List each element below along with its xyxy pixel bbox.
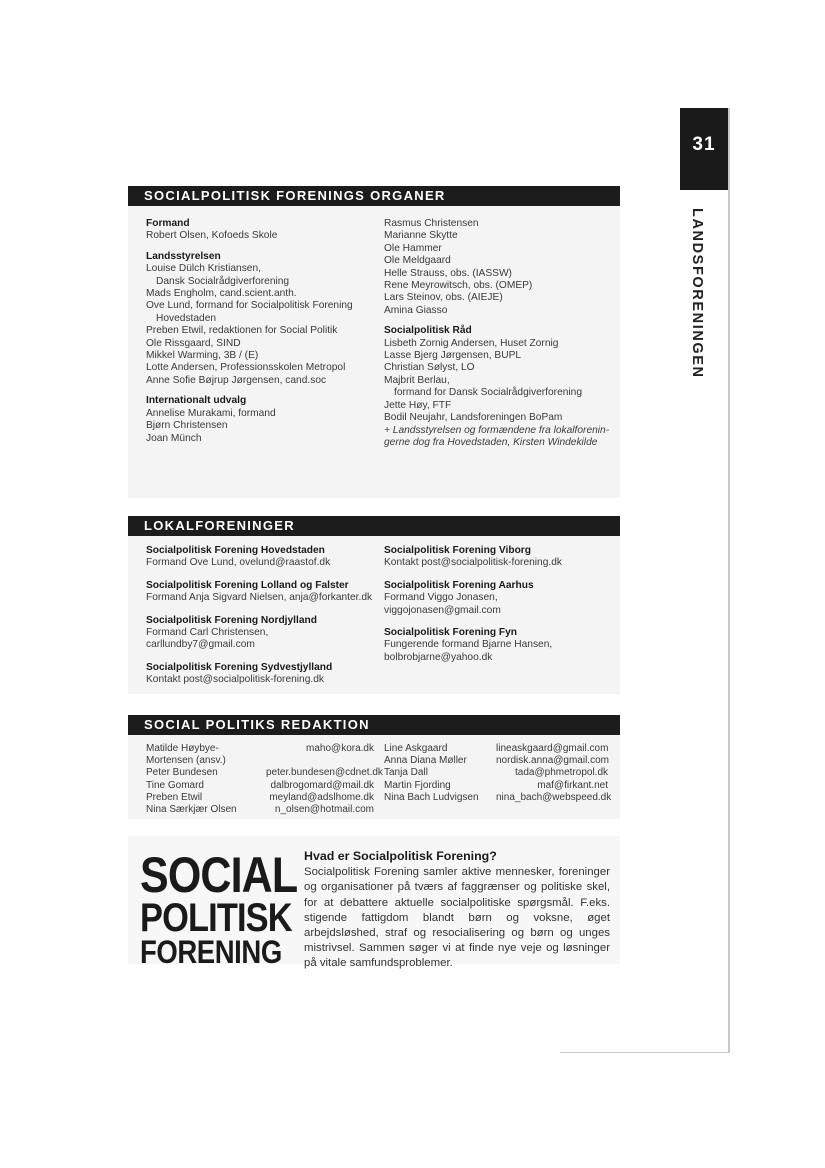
- list-item: Louise Dülch Kristiansen,: [146, 263, 261, 275]
- table-row: [146, 792, 376, 804]
- raad-note: + Landsstyrelsen og formændene fra lokalforenin-: [384, 424, 610, 436]
- logo-line: FORENING: [140, 934, 282, 970]
- editor-name: Nina Særkjær Olsen: [146, 804, 237, 816]
- forening-contact: bolbrobjarne@yahoo.dk: [384, 651, 493, 663]
- side-label: LANDSFORENINGEN: [689, 208, 705, 379]
- list-item: Jette Høy, FTF: [384, 399, 452, 411]
- list-item: formand for Dansk Socialrådgiverforening: [394, 387, 582, 399]
- list-item: Ole Rissgaard, SIND: [146, 337, 241, 349]
- editor-name: Preben Etwil: [146, 791, 203, 803]
- list-item: Mikkel Warming, 3B / (E): [146, 350, 259, 362]
- editor-email: maho@kora.dk: [306, 743, 374, 754]
- table-row: [146, 743, 376, 767]
- page-number: 31: [692, 134, 716, 155]
- editor-email: lineaskgaard@gmail.com: [496, 743, 609, 754]
- list-item: [384, 627, 616, 664]
- editor-email: peter.bundesen@cdnet.dk: [266, 767, 383, 779]
- list-item: Mads Engholm, cand.scient.anth.: [146, 288, 297, 300]
- list-item: [146, 615, 378, 652]
- list-item: Bjørn Christensen: [146, 420, 228, 432]
- editor-name: Line Askgaard: [384, 743, 448, 754]
- formand-heading: Formand: [146, 218, 190, 229]
- raad-heading: Socialpolitisk Råd: [384, 325, 472, 337]
- list-item: Preben Etwil, redaktionen for Social Politik: [146, 325, 338, 337]
- editor-email: n_olsen@hotmail.com: [274, 804, 374, 816]
- list-item: Lotte Andersen, Professionsskolen Metropol: [146, 362, 346, 374]
- page-bottom-edge: [560, 1052, 730, 1053]
- list-item: Annelise Murakami, formand: [146, 407, 276, 419]
- forening-name: Socialpolitisk Forening Aarhus: [384, 579, 534, 591]
- table-row: [384, 743, 608, 755]
- table-row: [146, 780, 376, 792]
- landsstyrelsen-heading: Landsstyrelsen: [146, 250, 221, 262]
- forening-contact: Formand Anja Sigvard Nielsen, anja@forkanter.dk: [146, 592, 373, 604]
- list-item: Rasmus Christensen: [384, 218, 479, 229]
- editor-email: tada@phmetropol.dk: [515, 767, 608, 779]
- table-row: [146, 767, 383, 779]
- table-row: [384, 767, 608, 779]
- editor-email: maf@firkant.net: [537, 779, 608, 791]
- editor-name: Martin Fjording: [384, 779, 451, 791]
- forening-contact: Kontakt post@socialpolitisk-forening.dk: [384, 557, 562, 569]
- editor-name: Tine Gomard: [146, 779, 204, 791]
- logo-line: SOCIAL: [140, 847, 298, 903]
- organer-right-column: [384, 218, 616, 449]
- editor-email: meyland@adslhome.dk: [269, 791, 374, 803]
- forening-contact: Formand Ove Lund, ovelund@raastof.dk: [146, 557, 331, 569]
- forening-name: Socialpolitisk Forening Hovedstaden: [146, 545, 325, 556]
- list-item: Rene Meyrowitsch, obs. (OMEP): [384, 280, 533, 292]
- logo: [140, 847, 323, 970]
- formand-name: Robert Olsen, Kofoeds Skole: [146, 230, 278, 242]
- lokal-left-column: [146, 545, 378, 697]
- list-item: Amina Giasso: [384, 304, 448, 316]
- internationalt-heading: Internationalt udvalg: [146, 395, 247, 407]
- editor-name: Nina Bach Ludvigsen: [384, 791, 479, 803]
- forening-contact: Formand Viggo Jonasen, viggojonasen@gmail.com: [384, 592, 501, 616]
- list-item: [384, 545, 616, 570]
- redaktion-right-column: [384, 743, 612, 804]
- list-item: Hovedstaden: [156, 312, 217, 324]
- about-body: Socialpolitisk Forening samler aktive mennesker, foreninger og organisationer på tværs af faggrænser og politiske skel, for at debattere aktuelle socialpolitiske spørgsmål. F.eks. stigende fattigdom blandt børn og voksne, øget arbejdsløshed, straf og resocialisering og børn og unges mistrivsel. Sammen søger vi at finde nye veje og løsninger på vitale samfundsproblemer.: [304, 866, 610, 970]
- organer-heading: SOCIALPOLITISK FORENINGS ORGANER: [128, 186, 620, 206]
- list-item: Ole Meldgaard: [384, 255, 451, 267]
- list-item: Dansk Socialrådgiverforening: [156, 275, 290, 287]
- list-item: Helle Strauss, obs. (IASSW): [384, 267, 512, 279]
- table-row: [384, 791, 612, 804]
- table-row: [384, 755, 608, 767]
- forening-name: Socialpolitisk Forening Viborg: [384, 545, 531, 556]
- about-question: Hvad er Socialpolitisk Forening?: [304, 849, 497, 863]
- forening-contact: Fungerende formand Bjarne Hansen,: [384, 639, 553, 651]
- forening-contact: Kontakt post@socialpolitisk-forening.dk: [146, 674, 324, 686]
- editor-email: nina_bach@webspeed.dk: [496, 791, 612, 803]
- forening-name: Socialpolitisk Forening Nordjylland: [146, 614, 317, 626]
- forening-name: Socialpolitisk Forening Sydvestjylland: [146, 661, 333, 673]
- page-edge: [728, 108, 730, 1053]
- list-item: Ole Hammer: [384, 242, 442, 254]
- editor-name: Anna Diana Møller: [384, 755, 467, 767]
- list-item: [146, 662, 378, 687]
- editor-email: dalbrogomard@mail.dk: [270, 779, 374, 791]
- logo-line: POLITISK: [140, 896, 292, 940]
- editor-name: Tanja Dall: [384, 767, 428, 779]
- forening-name: Socialpolitisk Forening Lolland og Falster: [146, 579, 349, 591]
- list-item: Ove Lund, formand for Socialpolitisk Forening: [146, 300, 353, 312]
- redaktion-left-column: [146, 743, 383, 816]
- raad-note: gerne dog fra Hovedstaden, Kirsten Windekilde: [384, 436, 598, 448]
- table-row: [384, 780, 608, 792]
- lokal-heading: LOKALFORENINGER: [128, 516, 620, 536]
- redaktion-heading: SOCIAL POLITIKS REDAKTION: [128, 715, 620, 735]
- list-item: [146, 545, 378, 570]
- list-item: Anne Sofie Bøjrup Jørgensen, cand.soc: [146, 374, 327, 386]
- forening-contact: Formand Carl Christensen, carllundby7@gmail.com: [146, 627, 269, 651]
- organer-left-column: [146, 218, 376, 445]
- list-item: [384, 580, 616, 617]
- about-text-block: [304, 849, 610, 972]
- list-item: Lasse Bjerg Jørgensen, BUPL: [384, 350, 522, 362]
- list-item: Lisbeth Zornig Andersen, Huset Zornig: [384, 337, 559, 349]
- list-item: Lars Steinov, obs. (AIEJE): [384, 292, 503, 304]
- table-row: [146, 804, 376, 816]
- editor-name: Peter Bundesen: [146, 767, 218, 779]
- list-item: Marianne Skytte: [384, 230, 458, 242]
- list-item: Joan Münch: [146, 432, 202, 444]
- lokal-right-column: [384, 545, 616, 674]
- list-item: Christian Sølyst, LO: [384, 362, 475, 374]
- list-item: Majbrit Berlau,: [384, 374, 450, 386]
- editor-name: Matilde Høybye-Mortensen (ansv.): [146, 743, 226, 767]
- forening-name: Socialpolitisk Forening Fyn: [384, 627, 518, 639]
- list-item: [146, 580, 378, 605]
- list-item: Bodil Neujahr, Landsforeningen BoPam: [384, 412, 563, 424]
- editor-email: nordisk.anna@gmail.com: [496, 755, 609, 767]
